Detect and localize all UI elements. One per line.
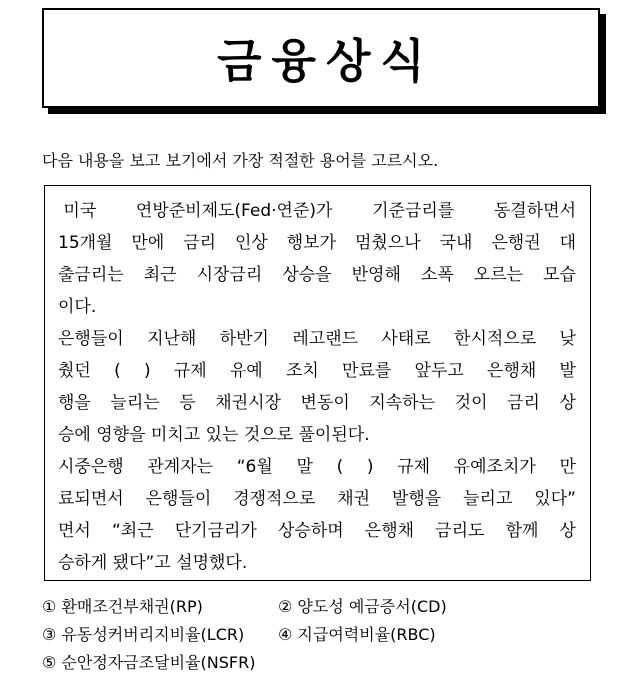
title-box bbox=[42, 8, 600, 108]
passage-word: 은행채 bbox=[487, 361, 537, 381]
passage-word: 늘리고 bbox=[463, 489, 513, 509]
passage-word: 금리 bbox=[183, 233, 217, 253]
passage-word: 췄던 bbox=[58, 361, 91, 381]
passage-box bbox=[44, 185, 591, 581]
passage-word: ( bbox=[114, 361, 121, 381]
passage-line: 승하게 됐다”고 설명했다. bbox=[58, 553, 248, 573]
passage-word: 발 bbox=[559, 361, 576, 381]
passage-line bbox=[58, 392, 576, 414]
passage-word: 규제 bbox=[173, 361, 207, 381]
passage-word: 조치 bbox=[285, 361, 319, 381]
passage-word: 은행들이 bbox=[58, 329, 124, 349]
passage-word: 늘리는 bbox=[110, 393, 160, 413]
passage-word: 동결하면서 bbox=[493, 201, 576, 221]
passage-line bbox=[58, 200, 576, 222]
passage-word: 료되면서 bbox=[58, 489, 124, 509]
passage-word: 지난해 bbox=[147, 329, 197, 349]
option-1: ① 환매조건부채권(RP) bbox=[42, 597, 203, 616]
passage-word: 소폭 bbox=[420, 265, 454, 285]
passage-line bbox=[58, 488, 576, 510]
passage-word: 상 bbox=[559, 393, 576, 413]
passage-word: 미국 bbox=[58, 201, 97, 221]
passage-word: 인상 bbox=[234, 233, 268, 253]
passage-word: 만 bbox=[559, 457, 576, 477]
passage-word: 만료를 bbox=[342, 361, 392, 381]
passage-word: 있다” bbox=[534, 489, 576, 509]
passage-word: 금리 bbox=[507, 393, 540, 413]
passage-word: 연방준비제도(Fed·연준)가 bbox=[135, 201, 333, 221]
passage-line bbox=[58, 264, 576, 286]
passage-word: 레고랜드 bbox=[292, 329, 359, 349]
passage-word: ) bbox=[143, 361, 151, 381]
passage-word: 규제 bbox=[397, 457, 431, 477]
passage-word: 모습 bbox=[543, 265, 576, 285]
passage-word: 앞두고 bbox=[414, 361, 464, 381]
passage-word: 시중은행 bbox=[58, 457, 124, 477]
passage-word: 면서 bbox=[58, 521, 91, 541]
passage-word: “최근 bbox=[111, 521, 154, 541]
passage-line: 이다. bbox=[58, 297, 97, 317]
passage-word: 단기금리가 bbox=[174, 521, 257, 541]
option-4: ④ 지급여력비율(RBC) bbox=[278, 625, 436, 644]
passage-line bbox=[58, 456, 576, 478]
passage-word: 시장금리 bbox=[196, 265, 263, 285]
passage-word: 반영해 bbox=[351, 265, 401, 285]
passage-word: 등 bbox=[179, 393, 196, 413]
passage-word: ( bbox=[336, 457, 344, 477]
passage-word: 사태로 bbox=[381, 329, 431, 349]
option-2: ② 양도성 예금증서(CD) bbox=[278, 597, 447, 616]
option-5: ⑤ 순안정자금조달비율(NSFR) bbox=[42, 653, 256, 672]
passage-word: 낮 bbox=[559, 329, 576, 349]
passage-word: 변동이 bbox=[300, 393, 350, 413]
passage-word: 15개월 bbox=[58, 233, 113, 253]
passage-line bbox=[58, 520, 576, 542]
passage-word: 경쟁적으로 bbox=[233, 489, 316, 509]
option-3: ③ 유동성커버리지비율(LCR) bbox=[42, 625, 245, 644]
passage-word: 상승을 bbox=[282, 265, 332, 285]
passage-word: 멈췄으나 bbox=[354, 233, 421, 253]
passage-word: 말 bbox=[296, 457, 313, 477]
passage-word: 함께 bbox=[505, 521, 539, 541]
passage-word: 유예조치가 bbox=[453, 457, 536, 477]
passage-word: 대 bbox=[559, 233, 576, 253]
passage-word: “6월 bbox=[236, 457, 273, 477]
passage-word: 발행을 bbox=[391, 489, 442, 509]
passage-word: 상 bbox=[559, 521, 576, 541]
passage-word: 한시적으로 bbox=[454, 329, 537, 349]
passage-word: 은행채 bbox=[364, 521, 415, 541]
passage-word: 하반기 bbox=[219, 329, 269, 349]
passage-word: 기준금리를 bbox=[372, 201, 455, 221]
passage-word: 상승하며 bbox=[277, 521, 344, 541]
passage-word: 채권시장 bbox=[215, 393, 281, 413]
passage-word: 은행들이 bbox=[145, 489, 212, 509]
passage-word: 오르는 bbox=[473, 265, 524, 285]
passage-word: 금리도 bbox=[435, 521, 485, 541]
passage-word: 행보가 bbox=[286, 233, 337, 253]
passage-word: 국내 bbox=[439, 233, 473, 253]
passage-word: 만에 bbox=[131, 233, 165, 253]
passage-word: 출금리는 bbox=[58, 265, 124, 285]
passage-word: 것이 bbox=[454, 393, 488, 413]
passage-line bbox=[58, 360, 576, 382]
passage-line: 승에 영향을 미치고 있는 것으로 풀이된다. bbox=[58, 425, 370, 445]
passage-word: 관계자는 bbox=[147, 457, 214, 477]
passage-word: 채권 bbox=[337, 489, 371, 509]
passage-word: 지속하는 bbox=[369, 393, 436, 413]
question-instruction: 다음 내용을 보고 보기에서 가장 적절한 용어를 고르시오. bbox=[42, 151, 439, 170]
passage-word: ) bbox=[366, 457, 374, 477]
passage-word: 최근 bbox=[143, 265, 177, 285]
passage-line bbox=[58, 232, 576, 254]
passage-word: 은행권 bbox=[491, 233, 541, 253]
passage-word: 행을 bbox=[58, 393, 91, 413]
passage-word: 유예 bbox=[229, 361, 263, 381]
page-title: 금융상식 bbox=[217, 34, 435, 88]
passage-line bbox=[58, 328, 576, 350]
